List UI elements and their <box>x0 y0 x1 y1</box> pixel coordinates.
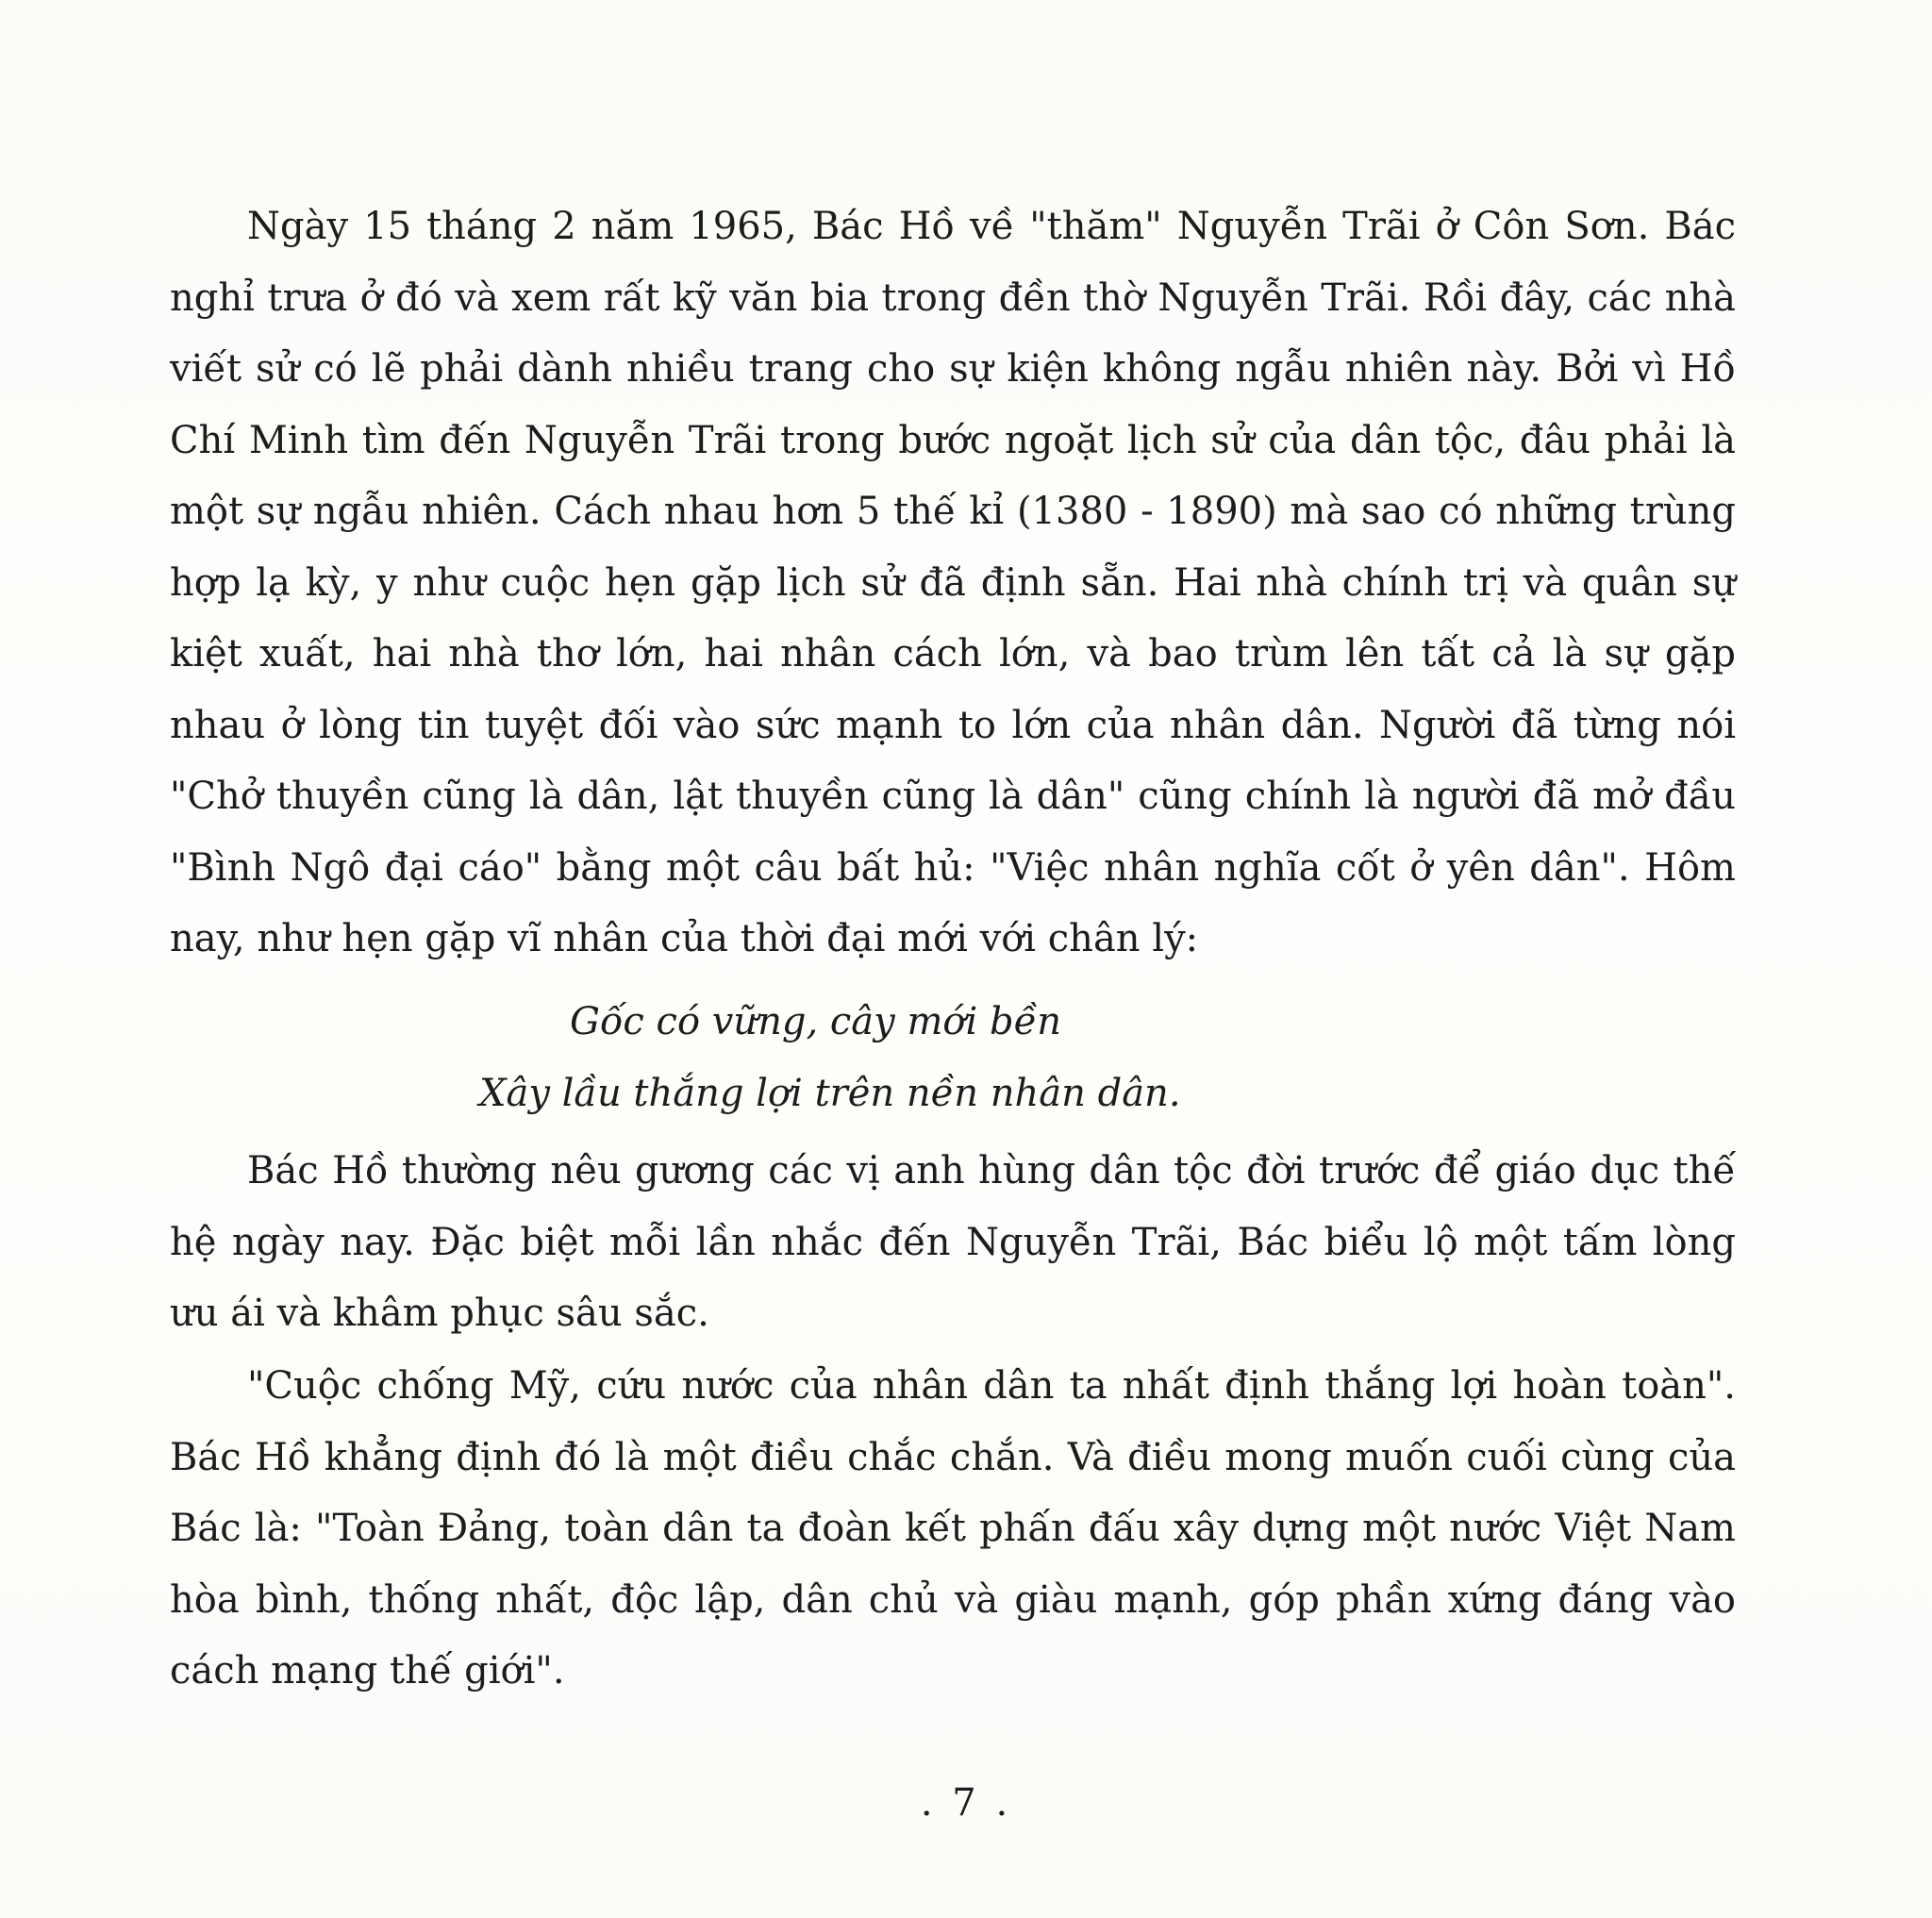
paragraph-2-block <box>170 1136 1736 1350</box>
page-number: . 7 . <box>920 1781 1012 1825</box>
poem-line: Gốc có vững, cây mới bền <box>570 1000 1061 1043</box>
paragraph-1-block <box>170 192 1736 976</box>
paragraph-3-block <box>170 1351 1736 1708</box>
paragraph: Ngày 15 tháng 2 năm 1965, Bác Hồ về "thăm" Nguyễn Trãi ở Côn Sơn. Bác nghỉ trưa ở đó và xem rất kỹ văn bia trong đền thờ Nguyễn Trãi. Rồi đây, các nhà viết sử có lẽ phải dành nhiều trang cho sự kiện không ngẫu nhiên này. Bởi vì Hồ Chí Minh tìm đến Nguyễn Trãi trong bước ngoặt lịch sử của dân tộc, đâu phải là một sự ngẫu nhiên. Cách nhau hơn 5 thế kỉ (1380 - 1890) mà sao có những trùng hợp lạ kỳ, y như cuộc hẹn gặp lịch sử đã định sẵn. Hai nhà chính trị và quân sự kiệt xuất, hai nhà thơ lớn, hai nhân cách lớn, và bao trùm lên tất cả là sự gặp nhau ở lòng tin tuyệt đối vào sức mạnh to lớn của nhân dân. Người đã từng nói "Chở thuyền cũng là dân, lật thuyền cũng là dân" cũng chính là người đã mở đầu "Bình Ngô đại cáo" bằng một câu bất hủ: "Việc nhân nghĩa cốt ở yên dân". Hôm nay, như hẹn gặp vĩ nhân của thời đại mới với chân lý: <box>170 205 1736 960</box>
poem-line: Xây lầu thắng lợi trên nền nhân dân. <box>479 1071 1181 1115</box>
paragraph: "Cuộc chống Mỹ, cứu nước của nhân dân ta nhất định thắng lợi hoàn toàn". Bác Hồ khẳng định đó là một điều chắc chắn. Và điều mong muốn cuối cùng của Bác là: "Toàn Đảng, toàn dân ta đoàn kết phấn đấu xây dựng một nước Việt Nam hòa bình, thống nhất, độc lập, dân chủ và giàu mạnh, góp phần xứng đáng vào cách mạng thế giới". <box>170 1364 1736 1693</box>
paragraph: Bác Hồ thường nêu gương các vị anh hùng dân tộc đời trước để giáo dục thế hệ ngày nay. Đặc biệt mỗi lần nhắc đến Nguyễn Trãi, Bác biểu lộ một tấm lòng ưu ái và khâm phục sâu sắc. <box>170 1149 1736 1335</box>
